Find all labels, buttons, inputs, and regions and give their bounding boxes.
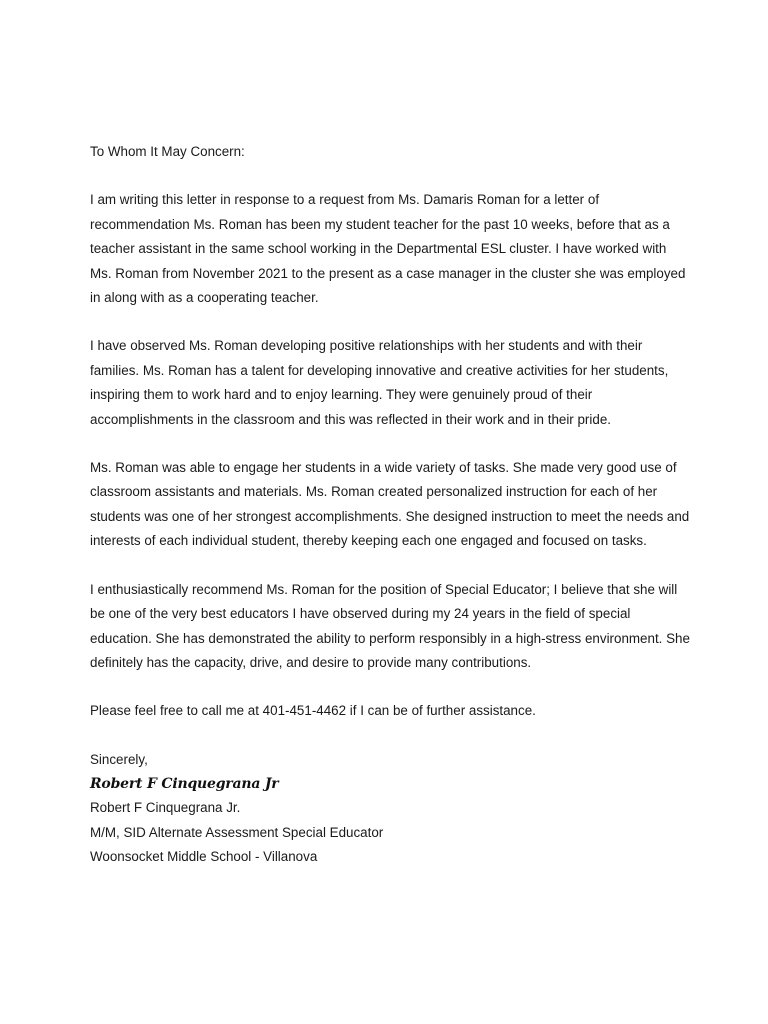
sender-name: Robert F Cinquegrana Jr. [90,800,241,816]
handwritten-signature: Robert F Cinquegrana Jr [90,776,279,793]
paragraph-engagement: Ms. Roman was able to engage her students in a wide variety of tasks. She made very good use of classroom assistants and materials. Ms. Roman created personalized instruction for each of her students was one of her strongest accomplishments. She designed instruction to meet the needs and interests of each individual student, thereby keeping each one engaged and focused on tasks. [90,460,690,549]
paragraph-request: I am writing this letter in response to a request from Ms. Damaris Roman for a letter of recommendation Ms. Roman has been my student teacher for the past 10 weeks, before that as a teacher assistant in the same school working in the Departmental ESL cluster. I have worked with Ms. Roman from November 2021 to the present as a case manager in the cluster she was employed in along with as a cooperating teacher. [90,192,686,306]
paragraph-contact: Please feel free to call me at 401-451-4462 if I can be of further assistance. [90,703,536,719]
paragraph-relationships: I have observed Ms. Roman developing positive relationships with her students and with their families. Ms. Roman has a talent for developing innovative and creative activities for her students, inspiring them to work hard and to enjoy learning. They were genuinely proud of their accomplishments in the classroom and this was reflected in their work and in their pride. [90,338,669,427]
letter-closing: Sincerely, [90,751,148,767]
sender-school: Woonsocket Middle School - Villanova [90,848,318,864]
letter-greeting: To Whom It May Concern: [90,144,245,159]
paragraph-recommendation: I enthusiastically recommend Ms. Roman for the position of Special Educator; I believe that she will be one of the very best educators I have observed during my 24 years in the field of special education. She has demonstrated the ability to perform responsibly in a high-stress environment. She definitely has the capacity, drive, and desire to provide many contributions. [90,581,690,670]
sender-title: M/M, SID Alternate Assessment Special Educator [90,824,384,840]
letter-body [90,140,690,869]
signature-block [90,748,690,870]
